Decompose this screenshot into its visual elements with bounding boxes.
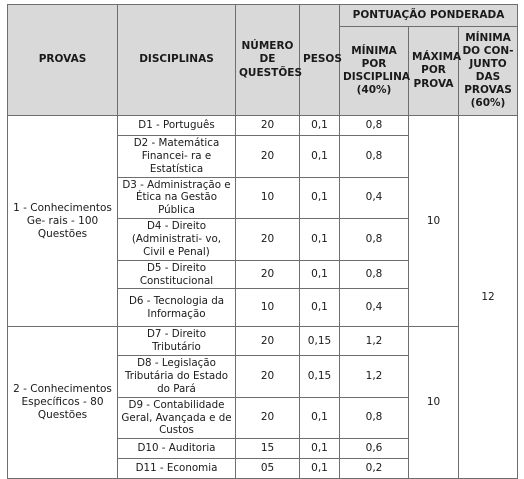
questions-cell: 05 [236, 459, 300, 479]
header-minima-do-conjunto: MÍNIMA DO CON- JUNTO DAS PROVAS (60%) [459, 27, 518, 116]
scoring-table [7, 4, 518, 479]
discipline-cell: D5 - Direito Constitucional [118, 260, 236, 289]
weight-cell: 0,1 [300, 459, 340, 479]
discipline-cell: D3 - Administração e Ética na Gestão Pública [118, 177, 236, 219]
header-maxima-por-prova: MÁXIMA POR PROVA [409, 27, 459, 116]
weight-cell: 0,1 [300, 116, 340, 136]
group-name: 1 - Conhecimentos Ge- rais - 100 Questões [8, 116, 118, 327]
weight-cell: 0,15 [300, 327, 340, 356]
discipline-cell: D9 - Contabilidade Geral, Avançada e de Custos [118, 397, 236, 439]
weight-cell: 0,1 [300, 136, 340, 178]
header-minima-por-disciplina: MÍNIMA POR DISCIPLINA (40%) [340, 27, 409, 116]
table-container [7, 4, 518, 479]
min-discipline-cell: 1,2 [340, 356, 409, 398]
discipline-cell: D6 - Tecnologia da Informação [118, 289, 236, 327]
header-numero-questoes: NÚMERO DE QUESTÕES [236, 5, 300, 116]
questions-cell: 20 [236, 356, 300, 398]
min-discipline-cell: 0,4 [340, 177, 409, 219]
questions-cell: 20 [236, 219, 300, 261]
weight-cell: 0,1 [300, 289, 340, 327]
discipline-cell: D7 - Direito Tributário [118, 327, 236, 356]
discipline-cell: D2 - Matemática Financei- ra e Estatística [118, 136, 236, 178]
header-disciplinas: DISCIPLINAS [118, 5, 236, 116]
header-pesos: PESOS [300, 5, 340, 116]
questions-cell: 20 [236, 136, 300, 178]
weight-cell: 0,15 [300, 356, 340, 398]
questions-cell: 20 [236, 327, 300, 356]
discipline-cell: D11 - Economia [118, 459, 236, 479]
questions-cell: 20 [236, 116, 300, 136]
discipline-cell: D4 - Direito (Administrati- vo, Civil e Penal) [118, 219, 236, 261]
discipline-cell: D10 - Auditoria [118, 439, 236, 459]
min-discipline-cell: 0,2 [340, 459, 409, 479]
min-conjunto-cell: 12 [459, 116, 518, 479]
header-provas: PROVAS [8, 5, 118, 116]
weight-cell: 0,1 [300, 219, 340, 261]
min-discipline-cell: 0,8 [340, 397, 409, 439]
max-prova-cell: 10 [409, 327, 459, 479]
weight-cell: 0,1 [300, 260, 340, 289]
questions-cell: 10 [236, 289, 300, 327]
discipline-cell: D1 - Português [118, 116, 236, 136]
header-pontuacao-ponderada: PONTUAÇÃO PONDERADA [340, 5, 518, 27]
min-discipline-cell: 0,8 [340, 219, 409, 261]
weight-cell: 0,1 [300, 397, 340, 439]
min-discipline-cell: 0,8 [340, 116, 409, 136]
min-discipline-cell: 0,8 [340, 260, 409, 289]
discipline-cell: D8 - Legislação Tributária do Estado do Pará [118, 356, 236, 398]
group-name: 2 - Conhecimentos Específicos - 80 Questões [8, 327, 118, 479]
questions-cell: 20 [236, 397, 300, 439]
weight-cell: 0,1 [300, 177, 340, 219]
min-discipline-cell: 0,8 [340, 136, 409, 178]
weight-cell: 0,1 [300, 439, 340, 459]
min-discipline-cell: 1,2 [340, 327, 409, 356]
max-prova-cell: 10 [409, 116, 459, 327]
questions-cell: 15 [236, 439, 300, 459]
questions-cell: 20 [236, 260, 300, 289]
questions-cell: 10 [236, 177, 300, 219]
min-discipline-cell: 0,4 [340, 289, 409, 327]
min-discipline-cell: 0,6 [340, 439, 409, 459]
